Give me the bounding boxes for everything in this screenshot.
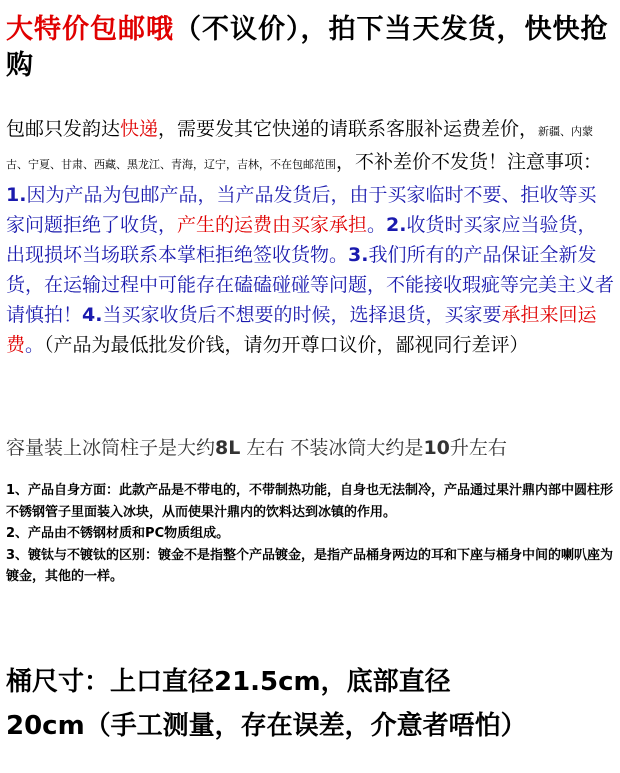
detail-item: 3、镀钛与不镀钛的区别：镀金不是指整个产品镀金，是指产品桶身两边的耳和下座与桶身中间的喇叭座为镀金，其他的一样。 bbox=[6, 547, 614, 584]
shipping-notice bbox=[6, 114, 614, 360]
notice-highlight: 承担来回运费 bbox=[6, 304, 597, 356]
notice-highlight: 产生的运费由买家承担 bbox=[177, 214, 368, 236]
headline bbox=[6, 12, 614, 84]
bucket-size bbox=[6, 660, 614, 748]
headline-promo: 大特价包邮哦 bbox=[6, 14, 174, 45]
detail-item: 2、产品由不锈钢材质和PC物质组成。 bbox=[6, 526, 230, 541]
excluded-regions: 新疆、内蒙古、宁夏、甘肃、西藏、黑龙江、青海，辽宁，吉林，不在包邮范围 bbox=[6, 125, 594, 171]
notice-text: 包邮只发韵达 bbox=[6, 118, 121, 140]
capacity-text: 容量装上冰筒柱子是大约 bbox=[6, 437, 216, 459]
notice-text: ，需要发其它快递的请联系客服补运费差价， bbox=[158, 118, 539, 140]
item-number-1: 1. bbox=[6, 184, 27, 206]
item-number-4: 4. bbox=[82, 304, 103, 326]
notice-highlight: 快递 bbox=[120, 118, 159, 140]
item-number-3: 3. bbox=[348, 244, 369, 266]
capacity-value: 8L bbox=[215, 437, 241, 459]
notice-item-3: 我们所有的产品保证全新发货，在运输过程中可能存在磕磕碰碰等问题，不能接收瑕疵等完美主义者请慎拍！ bbox=[6, 244, 615, 326]
price-note: （产品为最低批发价钱，请勿开尊口议价，鄙视同行差评） bbox=[44, 334, 529, 356]
product-details bbox=[6, 480, 614, 588]
notice-text: ，不补差价不发货！注意事项： bbox=[336, 151, 603, 173]
notice-text: 。 bbox=[25, 334, 45, 356]
notice-item-4: 当买家收货后不想要的时候，选择退货，买家要 bbox=[102, 304, 502, 326]
notice-item-2: 收货时买家应当验货，出现损坏当场联系本掌柜拒绝签收货物。 bbox=[6, 214, 597, 266]
notice-item-1: 因为产品为包邮产品，当产品发货后，由于买家临时不要、拒收等买家问题拒绝了收货， bbox=[6, 184, 597, 236]
notice-text: 。 bbox=[367, 214, 387, 236]
capacity-info bbox=[6, 433, 614, 463]
item-number-2: 2. bbox=[386, 214, 407, 236]
detail-item: 1、产品自身方面：此款产品是不带电的，不带制热功能，自身也无法制冷，产品通过果汁鼎内部中圆柱形不锈钢管子里面装入冰块，从而使果汁鼎内的饮料达到冰镇的作用。 bbox=[6, 483, 614, 520]
size-line: 桶尺寸：上口直径21.5cm，底部直径 bbox=[6, 667, 451, 697]
capacity-value: 10 bbox=[423, 437, 450, 459]
headline-terms: （不议价），拍下当天发货，快快抢购 bbox=[6, 14, 609, 81]
capacity-text: 左右 不装冰筒大约是 bbox=[240, 437, 424, 459]
size-line: 20cm（手工测量，存在误差，介意者唔怕） bbox=[6, 711, 527, 741]
capacity-text: 升左右 bbox=[449, 437, 507, 459]
